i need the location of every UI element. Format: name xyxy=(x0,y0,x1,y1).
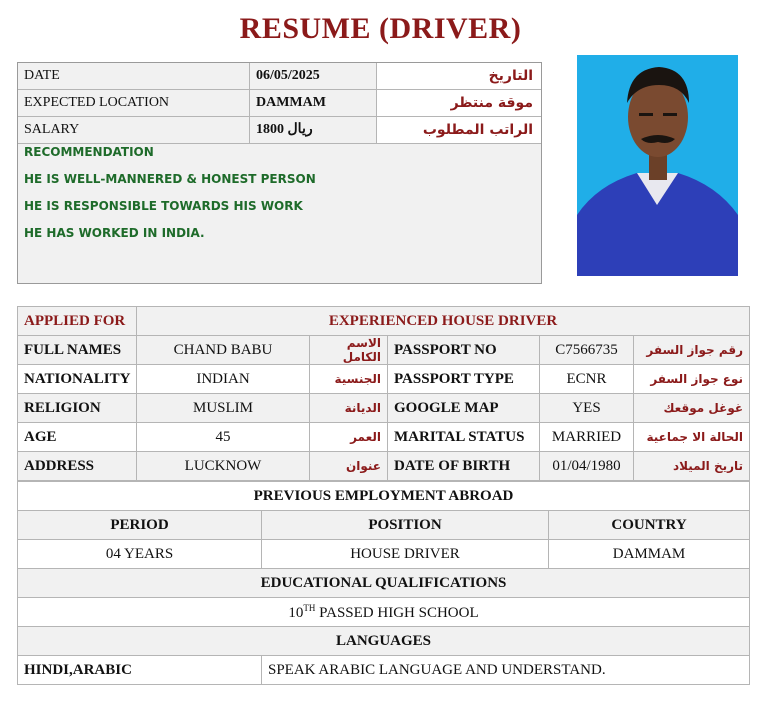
table-row xyxy=(18,365,750,394)
date-of-birth-arabic-label: تاريخ الميلاد xyxy=(634,452,750,481)
period-column-header: PERIOD xyxy=(18,511,262,540)
full-names-value: CHAND BABU xyxy=(137,336,310,365)
passport-no-label: PASSPORT NO xyxy=(388,336,540,365)
address-arabic-label: عنوان xyxy=(310,452,388,481)
candidate-photo xyxy=(577,55,738,276)
date-value: 06/05/2025 xyxy=(249,63,376,89)
recommendation-heading: RECOMMENDATION xyxy=(24,145,154,159)
marital-status-arabic-label: الحالة الا جماعية xyxy=(634,423,750,452)
location-label: EXPECTED LOCATION xyxy=(24,95,170,110)
location-arabic-label: موقة منتظر xyxy=(376,90,541,116)
religion-value: MUSLIM xyxy=(137,394,310,423)
google-map-value: YES xyxy=(540,394,634,423)
education-value xyxy=(18,598,750,627)
marital-status-value: MARRIED xyxy=(540,423,634,452)
address-label: ADDRESS xyxy=(18,452,137,481)
address-value: LUCKNOW xyxy=(137,452,310,481)
age-arabic-label: العمر xyxy=(310,423,388,452)
nationality-arabic-label: الجنسية xyxy=(310,365,388,394)
languages-heading: LANGUAGES xyxy=(18,627,750,656)
religion-arabic-label: الديانة xyxy=(310,394,388,423)
portrait-image xyxy=(577,55,738,276)
languages-list: HINDI,ARABIC xyxy=(18,656,262,685)
passport-type-arabic-label: نوع جواز السفر xyxy=(634,365,750,394)
position-value: HOUSE DRIVER xyxy=(262,540,549,569)
languages-note: SPEAK ARABIC LANGUAGE AND UNDERSTAND. xyxy=(262,656,750,685)
position-column-header: POSITION xyxy=(262,511,549,540)
passport-no-arabic-label: رقم جواز السفر xyxy=(634,336,750,365)
location-row xyxy=(18,90,541,117)
nationality-value: INDIAN xyxy=(137,365,310,394)
passport-type-label: PASSPORT TYPE xyxy=(388,365,540,394)
recommendation-line: HE IS WELL-MANNERED & HONEST PERSON xyxy=(24,172,316,186)
age-label: AGE xyxy=(18,423,137,452)
salary-value: 1800 ريال xyxy=(249,117,376,143)
salary-label: SALARY xyxy=(24,122,80,137)
date-of-birth-label: DATE OF BIRTH xyxy=(388,452,540,481)
date-label: DATE xyxy=(24,68,60,83)
table-row xyxy=(18,452,750,481)
passport-no-value: C7566735 xyxy=(540,336,634,365)
employment-heading: PREVIOUS EMPLOYMENT ABROAD xyxy=(18,482,750,511)
nationality-label: NATIONALITY xyxy=(18,365,137,394)
country-column-header: COUNTRY xyxy=(549,511,750,540)
page-title: RESUME (DRIVER) xyxy=(239,12,522,45)
country-value: DAMMAM xyxy=(549,540,750,569)
google-map-arabic-label: غوغل موقعك xyxy=(634,394,750,423)
full-names-arabic-label: الاسم الكامل xyxy=(310,336,388,365)
period-value: 04 YEARS xyxy=(18,540,262,569)
marital-status-label: MARITAL STATUS xyxy=(388,423,540,452)
applied-for-value: EXPERIENCED HOUSE DRIVER xyxy=(137,307,750,336)
date-of-birth-value: 01/04/1980 xyxy=(540,452,634,481)
history-table xyxy=(17,481,750,685)
recommendation-line: HE IS RESPONSIBLE TOWARDS HIS WORK xyxy=(24,199,303,213)
date-arabic-label: التاريخ xyxy=(376,63,541,89)
location-value: DAMMAM xyxy=(249,90,376,116)
table-row xyxy=(18,336,750,365)
education-description: PASSED HIGH SCHOOL xyxy=(315,604,479,621)
recommendation-line: HE HAS WORKED IN INDIA. xyxy=(24,226,205,240)
full-names-label: FULL NAMES xyxy=(18,336,137,365)
salary-row xyxy=(18,117,541,144)
education-heading: EDUCATIONAL QUALIFICATIONS xyxy=(18,569,750,598)
table-row xyxy=(18,423,750,452)
applied-for-label: APPLIED FOR xyxy=(18,307,137,336)
google-map-label: GOOGLE MAP xyxy=(388,394,540,423)
religion-label: RELIGION xyxy=(18,394,137,423)
age-value: 45 xyxy=(137,423,310,452)
passport-type-value: ECNR xyxy=(540,365,634,394)
education-grade: 10 xyxy=(288,604,304,621)
table-row xyxy=(18,511,750,540)
date-row xyxy=(18,63,541,90)
details-table xyxy=(17,306,750,481)
summary-box xyxy=(17,62,542,284)
table-row xyxy=(18,540,750,569)
salary-arabic-label: الراتب المطلوب xyxy=(376,117,541,143)
table-row xyxy=(18,394,750,423)
education-ordinal-suffix: TH xyxy=(303,602,316,613)
